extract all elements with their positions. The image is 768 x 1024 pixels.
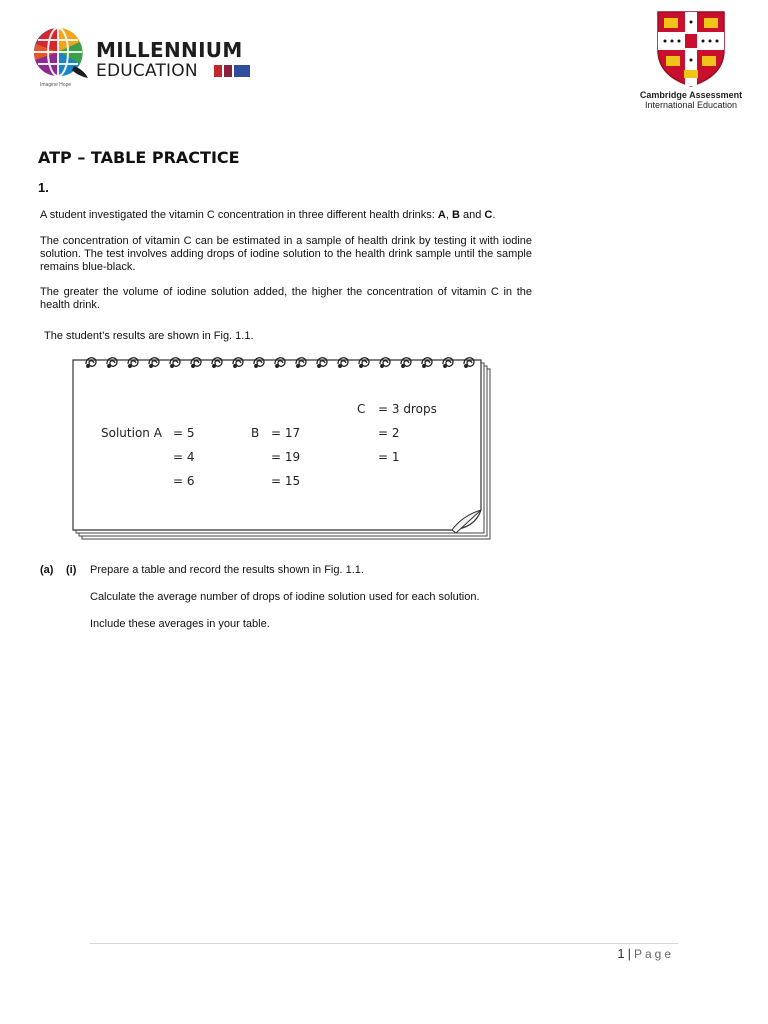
part-a-instruction-1: Prepare a table and record the results shown in Fig. 1.1. xyxy=(90,564,364,576)
cambridge-logo xyxy=(636,10,746,114)
board-subtitle: International Education xyxy=(644,100,738,110)
solution-c-value-1: = 3 drops xyxy=(378,402,437,416)
footer-divider xyxy=(90,943,678,944)
ring-hole xyxy=(444,365,447,368)
intro-paragraph-3: The greater the volume of iodine solution added, the higher the concentration of vitamin C in the health drink. xyxy=(40,286,532,311)
question-number: 1. xyxy=(38,180,49,195)
brand-main: MILLENNIUM xyxy=(96,38,243,62)
intro-paragraph-1: A student investigated the vitamin C concentration in three different health drinks: A, B and C. xyxy=(40,209,496,221)
brand-tagline: Imagine Hope xyxy=(40,82,72,88)
solution-a-label: Solution A xyxy=(101,426,162,440)
ring-hole xyxy=(297,365,300,368)
ring-hole xyxy=(360,365,363,368)
ring-hole xyxy=(402,365,405,368)
page-title: ATP – TABLE PRACTICE xyxy=(38,148,240,167)
ring-hole xyxy=(255,365,258,368)
ring-hole xyxy=(108,365,111,368)
page-number: 1 xyxy=(617,946,625,961)
intro-paragraph-2: The concentration of vitamin C can be estimated in a sample of health drink by testing it with iodine solution. The test involves adding drops of iodine solution to the health drink sample until the sample remains blue-black. xyxy=(40,235,532,273)
solution-a-value-1: = 5 xyxy=(173,426,195,440)
solution-b-value-1: = 17 xyxy=(271,426,301,440)
ring-hole xyxy=(150,365,153,368)
notebook-figure xyxy=(70,350,495,550)
solution-c-value-3: = 1 xyxy=(378,450,400,464)
ring-hole xyxy=(381,365,384,368)
globe-icon xyxy=(30,26,90,82)
page-word: Page xyxy=(633,947,674,961)
solution-a-value-2: = 4 xyxy=(173,450,195,464)
ring-hole xyxy=(171,365,174,368)
cambridge-shield-icon xyxy=(656,10,726,88)
solution-b-value-2: = 19 xyxy=(271,450,301,464)
ring-hole xyxy=(213,365,216,368)
ring-hole xyxy=(234,365,237,368)
ring-hole xyxy=(318,365,321,368)
intro-paragraph-4: The student’s results are shown in Fig. 1.1. xyxy=(44,330,254,342)
brand-color-bars xyxy=(214,65,250,77)
solution-c-value-2: = 2 xyxy=(378,426,400,440)
ring-hole xyxy=(87,365,90,368)
solution-a-value-3: = 6 xyxy=(173,474,195,488)
ring-hole xyxy=(465,365,468,368)
ring-hole xyxy=(276,365,279,368)
page-footer xyxy=(600,946,674,961)
ring-hole xyxy=(423,365,426,368)
solution-c-label: C xyxy=(357,402,366,416)
part-a-instruction-3: Include these averages in your table. xyxy=(90,618,270,630)
part-i-label: (i) xyxy=(66,564,77,576)
ring-hole xyxy=(192,365,195,368)
millennium-logo xyxy=(30,26,260,90)
solution-b-value-3: = 15 xyxy=(271,474,301,488)
board-name: Cambridge Assessment xyxy=(639,90,743,100)
brand-sub: EDUCATION xyxy=(96,61,198,81)
ring-hole xyxy=(339,365,342,368)
part-a-instruction-2: Calculate the average number of drops of iodine solution used for each solution. xyxy=(90,591,480,603)
solution-b-label: B xyxy=(251,426,260,440)
ring-hole xyxy=(129,365,132,368)
part-a-label: (a) xyxy=(40,564,54,576)
page-separator: | xyxy=(627,946,631,961)
